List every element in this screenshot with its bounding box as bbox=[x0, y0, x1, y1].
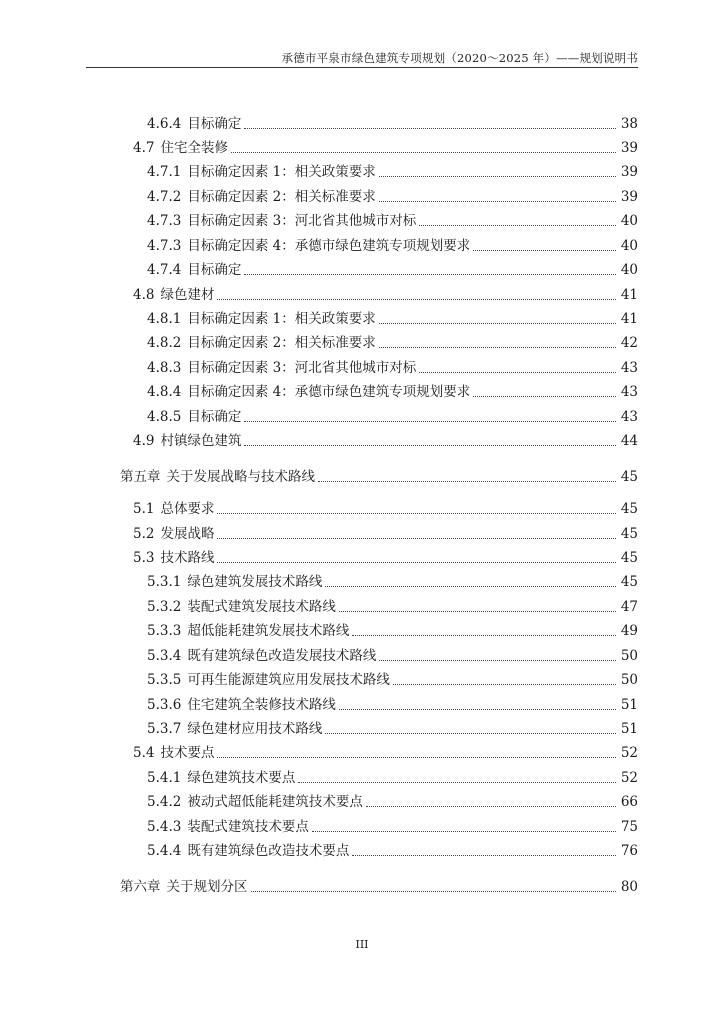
toc-entry-label bbox=[147, 598, 336, 616]
toc-entry-page: 52 bbox=[620, 745, 638, 761]
toc-entry-title: 绿色建筑发展技术路线 bbox=[187, 574, 323, 590]
toc-entry-title: 目标确定因素 1：相关政策要求 bbox=[187, 164, 376, 180]
dot-leader bbox=[379, 346, 616, 348]
toc-entry-label bbox=[147, 115, 241, 133]
toc-entry-page: 39 bbox=[620, 164, 638, 180]
toc-entry[interactable] bbox=[147, 620, 638, 640]
dot-leader bbox=[339, 610, 616, 612]
toc-entry[interactable] bbox=[133, 547, 638, 567]
toc-entry-page: 42 bbox=[620, 335, 638, 351]
toc-entry-number: 5.3 bbox=[133, 550, 155, 566]
toc-entry-title: 技术路线 bbox=[160, 550, 215, 566]
toc-entry[interactable] bbox=[147, 186, 638, 206]
toc-entry[interactable] bbox=[147, 645, 638, 665]
page-number: III bbox=[355, 938, 369, 951]
toc-entry-title: 超低能耗建筑发展技术路线 bbox=[187, 623, 350, 639]
toc-entry-page: 41 bbox=[620, 287, 638, 303]
dot-leader bbox=[339, 708, 616, 710]
dot-leader bbox=[473, 249, 616, 251]
toc-entry-label bbox=[147, 647, 376, 665]
toc-entry-number: 5.3.6 bbox=[147, 697, 182, 713]
toc-entry-title: 装配式建筑技术要点 bbox=[187, 819, 309, 835]
toc-entry-page: 45 bbox=[620, 574, 638, 590]
toc-entry-title: 绿色建材 bbox=[160, 287, 215, 303]
toc-entry-number: 4.8.2 bbox=[147, 335, 182, 351]
toc-entry-page: 75 bbox=[620, 819, 638, 835]
toc-entry-label bbox=[147, 188, 376, 206]
toc-entry-number: 5.3.4 bbox=[147, 648, 182, 664]
toc-entry-number: 4.8.1 bbox=[147, 311, 182, 327]
toc-entry-title: 既有建筑绿色改造技术要点 bbox=[187, 843, 350, 859]
toc-entry-title: 目标确定因素 4：承德市绿色建筑专项规划要求 bbox=[187, 238, 471, 254]
toc-entry-number: 第五章 bbox=[120, 469, 161, 485]
toc-entry-page: 39 bbox=[620, 189, 638, 205]
dot-leader bbox=[379, 659, 616, 661]
toc-entry-number: 4.7 bbox=[133, 140, 155, 156]
toc-entry-title: 村镇绿色建筑 bbox=[160, 433, 242, 449]
toc-entry-number: 4.7.4 bbox=[147, 262, 182, 278]
toc-entry[interactable] bbox=[147, 259, 638, 279]
toc-entry-label bbox=[147, 334, 376, 352]
toc-entry-number: 5.4.3 bbox=[147, 819, 182, 835]
toc-entry[interactable] bbox=[147, 791, 638, 811]
toc-entry[interactable] bbox=[147, 235, 638, 255]
toc-entry[interactable] bbox=[147, 161, 638, 181]
toc-entry-number: 4.7.3 bbox=[147, 238, 182, 254]
toc-entry-title: 发展战略 bbox=[160, 526, 215, 542]
dot-leader bbox=[379, 175, 616, 177]
toc-entry[interactable] bbox=[133, 430, 638, 450]
toc-entry-label bbox=[147, 408, 241, 426]
toc-entry-number: 5.4 bbox=[133, 745, 155, 761]
toc-entry[interactable] bbox=[133, 523, 638, 543]
toc-entry-title: 装配式建筑发展技术路线 bbox=[187, 599, 336, 615]
toc-entry-title: 绿色建材应用技术路线 bbox=[187, 721, 323, 737]
toc-entry-label bbox=[147, 720, 322, 738]
dot-leader bbox=[419, 224, 616, 226]
toc-entry-label bbox=[133, 549, 214, 567]
toc-entry-title: 关于发展战略与技术路线 bbox=[166, 469, 315, 485]
toc-entry-title: 目标确定因素 3：河北省其他城市对标 bbox=[187, 360, 417, 376]
toc-entry-number: 4.7.1 bbox=[147, 164, 182, 180]
dot-leader bbox=[251, 890, 617, 892]
toc-entry-page: 45 bbox=[620, 526, 638, 542]
dot-leader bbox=[393, 683, 616, 685]
toc-entry-number: 5.4.4 bbox=[147, 843, 182, 859]
toc-entry-title: 目标确定 bbox=[187, 262, 242, 278]
toc-entry-label bbox=[147, 359, 416, 377]
toc-entry-title: 被动式超低能耗建筑技术要点 bbox=[187, 794, 363, 810]
toc-entry-title: 目标确定 bbox=[187, 409, 242, 425]
toc-entry-title: 目标确定因素 3：河北省其他城市对标 bbox=[187, 213, 417, 229]
toc-entry-page: 51 bbox=[620, 697, 638, 713]
toc-entry-number: 4.8.4 bbox=[147, 384, 182, 400]
dot-leader bbox=[325, 585, 616, 587]
dot-leader bbox=[318, 480, 616, 482]
dot-leader bbox=[244, 127, 616, 129]
toc-entry[interactable] bbox=[133, 284, 638, 304]
toc-entry-page: 40 bbox=[620, 238, 638, 254]
toc-entry[interactable] bbox=[120, 466, 638, 486]
toc-entry-page: 43 bbox=[620, 384, 638, 400]
toc-entry-page: 40 bbox=[620, 213, 638, 229]
running-header: 承德市平泉市绿色建筑专项规划（2020～2025 年）——规划说明书 bbox=[281, 51, 638, 65]
toc-entry-title: 绿色建筑技术要点 bbox=[187, 770, 296, 786]
toc-entry-number: 4.9 bbox=[133, 433, 155, 449]
toc-entry-number: 5.3.1 bbox=[147, 574, 182, 590]
toc-entry-label bbox=[120, 468, 315, 486]
toc-entry-number: 5.3.5 bbox=[147, 672, 182, 688]
toc-entry-page: 47 bbox=[620, 599, 638, 615]
toc-entry-title: 技术要点 bbox=[160, 745, 215, 761]
toc-entry[interactable] bbox=[147, 406, 638, 426]
toc-entry-title: 住宅建筑全装修技术路线 bbox=[187, 697, 336, 713]
dot-leader bbox=[217, 512, 616, 514]
toc-entry-page: 41 bbox=[620, 311, 638, 327]
toc-entry-number: 5.4.1 bbox=[147, 770, 182, 786]
toc-entry-number: 5.1 bbox=[133, 501, 155, 517]
toc-entry-label bbox=[147, 842, 349, 860]
toc-entry-page: 43 bbox=[620, 360, 638, 376]
toc-entry[interactable] bbox=[147, 210, 638, 230]
toc-entry[interactable] bbox=[147, 308, 638, 328]
toc-entry-page: 45 bbox=[620, 501, 638, 517]
toc-entry-page: 38 bbox=[620, 116, 638, 132]
toc-entry[interactable] bbox=[133, 498, 638, 518]
toc-entry-page: 52 bbox=[620, 770, 638, 786]
toc-entry-title: 目标确定因素 2：相关标准要求 bbox=[187, 189, 376, 205]
dot-leader bbox=[217, 537, 616, 539]
dot-leader bbox=[419, 371, 616, 373]
toc-entry-page: 66 bbox=[620, 794, 638, 810]
toc-entry-label bbox=[147, 818, 309, 836]
dot-leader bbox=[352, 634, 616, 636]
dot-leader bbox=[298, 781, 616, 783]
toc-entry-label bbox=[133, 139, 228, 157]
toc-entry-number: 5.4.2 bbox=[147, 794, 182, 810]
toc-entry[interactable] bbox=[147, 669, 638, 689]
toc-entry-page: 44 bbox=[620, 433, 638, 449]
toc-entry[interactable] bbox=[147, 381, 638, 401]
toc-entry-label bbox=[147, 769, 295, 787]
toc-entry-page: 39 bbox=[620, 140, 638, 156]
toc-entry-page: 45 bbox=[620, 550, 638, 566]
toc-entry-number: 第六章 bbox=[120, 879, 161, 895]
toc-entry-number: 4.8 bbox=[133, 287, 155, 303]
toc-entry-title: 总体要求 bbox=[160, 501, 215, 517]
dot-leader bbox=[217, 756, 616, 758]
dot-leader bbox=[244, 420, 616, 422]
toc-entry-label bbox=[147, 671, 390, 689]
toc-entry[interactable] bbox=[147, 718, 638, 738]
dot-leader bbox=[379, 322, 616, 324]
dot-leader bbox=[473, 395, 616, 397]
toc-entry-label bbox=[147, 573, 322, 591]
toc-entry-title: 目标确定因素 2：相关标准要求 bbox=[187, 335, 376, 351]
dot-leader bbox=[244, 444, 616, 446]
toc-entry-number: 4.8.5 bbox=[147, 409, 182, 425]
toc-entry-title: 目标确定因素 4：承德市绿色建筑专项规划要求 bbox=[187, 384, 471, 400]
toc-entry-label bbox=[147, 310, 376, 328]
toc-entry[interactable] bbox=[147, 332, 638, 352]
toc-entry-number: 5.3.7 bbox=[147, 721, 182, 737]
toc-entry[interactable] bbox=[133, 137, 638, 157]
toc-entry-label bbox=[147, 163, 376, 181]
toc-entry-number: 4.8.3 bbox=[147, 360, 182, 376]
dot-leader bbox=[312, 830, 616, 832]
toc-entry[interactable] bbox=[147, 571, 638, 591]
toc-entry-number: 4.7.3 bbox=[147, 213, 182, 229]
toc-entry[interactable] bbox=[147, 840, 638, 860]
toc-entry[interactable] bbox=[147, 596, 638, 616]
dot-leader bbox=[352, 854, 616, 856]
toc-entry-title: 可再生能源建筑应用发展技术路线 bbox=[187, 672, 390, 688]
dot-leader bbox=[366, 805, 616, 807]
toc-entry-page: 43 bbox=[620, 409, 638, 425]
toc-entry-title: 既有建筑绿色改造发展技术路线 bbox=[187, 648, 377, 664]
toc-entry-label bbox=[147, 212, 416, 230]
toc-entry-label bbox=[133, 744, 214, 762]
toc-entry-title: 关于规划分区 bbox=[166, 879, 248, 895]
toc-entry-page: 50 bbox=[620, 648, 638, 664]
toc-entry-label bbox=[147, 622, 349, 640]
toc-entry-title: 目标确定 bbox=[187, 116, 242, 132]
toc-entry-label bbox=[147, 383, 470, 401]
toc-entry-title: 目标确定因素 1：相关政策要求 bbox=[187, 311, 376, 327]
toc-entry-page: 50 bbox=[620, 672, 638, 688]
toc-entry-page: 80 bbox=[620, 879, 638, 895]
toc-entry-page: 45 bbox=[620, 469, 638, 485]
toc-entry-number: 5.3.2 bbox=[147, 599, 182, 615]
dot-leader bbox=[217, 298, 616, 300]
toc-entry-number: 4.7.2 bbox=[147, 189, 182, 205]
toc-entry[interactable] bbox=[147, 816, 638, 836]
toc-entry-title: 住宅全装修 bbox=[160, 140, 228, 156]
toc-entry-page: 40 bbox=[620, 262, 638, 278]
toc-entry-label bbox=[133, 500, 214, 518]
toc-entry-page: 76 bbox=[620, 843, 638, 859]
toc-entry-label bbox=[147, 261, 241, 279]
dot-leader bbox=[379, 200, 616, 202]
toc-entry-label bbox=[120, 878, 248, 896]
toc-entry-page: 51 bbox=[620, 721, 638, 737]
toc-entry-label bbox=[133, 432, 241, 450]
dot-leader bbox=[217, 561, 616, 563]
dot-leader bbox=[231, 151, 616, 153]
toc-entry[interactable] bbox=[147, 694, 638, 714]
toc-entry-label bbox=[133, 525, 214, 543]
toc-entry[interactable] bbox=[147, 357, 638, 377]
toc-entry[interactable] bbox=[147, 767, 638, 787]
toc-entry[interactable] bbox=[147, 113, 638, 133]
toc-entry[interactable] bbox=[133, 742, 638, 762]
toc-entry[interactable] bbox=[120, 876, 638, 896]
toc-entry-number: 5.3.3 bbox=[147, 623, 182, 639]
toc-entry-label bbox=[147, 793, 363, 811]
toc-entry-number: 4.6.4 bbox=[147, 116, 182, 132]
toc-entry-label bbox=[147, 237, 470, 255]
toc-entry-label bbox=[133, 286, 214, 304]
dot-leader bbox=[244, 273, 616, 275]
toc-entry-label bbox=[147, 696, 336, 714]
toc-entry-number: 5.2 bbox=[133, 526, 155, 542]
dot-leader bbox=[325, 732, 616, 734]
toc-entry-page: 49 bbox=[620, 623, 638, 639]
